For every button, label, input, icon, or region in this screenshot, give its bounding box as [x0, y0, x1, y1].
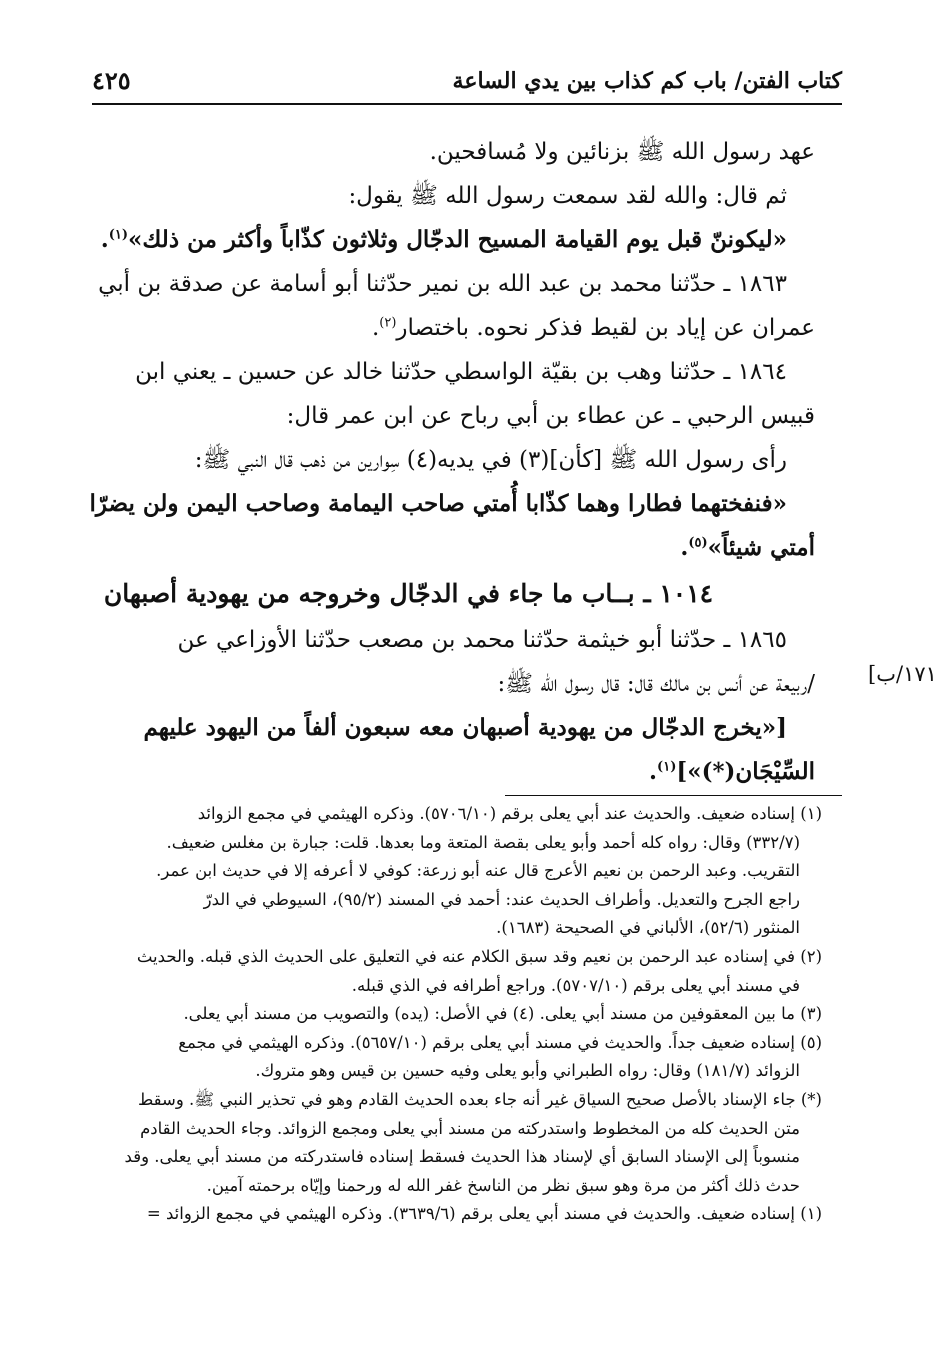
text-line: ثم قال: والله لقد سمعت رسول الله ﷺ يقول: [348, 183, 787, 209]
footnote-line: حدث ذلك أكثر من مرة وهو سبق نظر من الناسخ غفر الله له ورحمنا وإيّاه برحمته آمين. [206, 1175, 800, 1195]
hadith-text-line: أمتي شيئاً»$^{(٥)}$. [680, 534, 815, 561]
footnote-line: راجع الجرح والتعديل. وأطراف الحديث عند: أحمد في المسند (٩٥/٢)، السيوطي في الدرّ [203, 889, 800, 909]
text-line: عمران عن إياد بن لقيط فذكر نحوه. باختصار$^{(٢)}$. [371, 315, 815, 341]
hadith-text-line: السِّيْجَان(*)»]$^{(١)}$. [649, 758, 815, 785]
footnote-reference: (١) [657, 759, 677, 775]
footnote-reference: (٥) [688, 535, 708, 551]
footnote-line: (٢) في إسناده عبد الرحمن بن نعيم وقد سبق الكلام عنه في التعليق على الحديث الذي قبله. والحديث [136, 946, 822, 966]
footnote-reference: (٢) [379, 315, 397, 331]
footnotes [92, 800, 822, 1229]
text-line: /ربيعة عن أنس بن مالك قال: قال رسول الله ﷺ: [497, 671, 815, 697]
footnote-line: الزوائد (١٨١/٧) وقال: رواه الطبراني وأبو يعلى وفيه حسين بن قيس وهو متروك. [255, 1061, 800, 1081]
text-line: عهد رسول الله ﷺ بزنائين ولا مُسافحين. [429, 139, 815, 165]
footnote-line: التقريب. وعبد الرحمن بن نعيم الأعرج قال عنه أبو زرعة: كوفي لا أعرفه إلا في حديث ابن عمر. [156, 861, 800, 881]
hadith-isnad-line: ١٨٦٥ ـ حدّثنا أبو خيثمة حدّثنا محمد بن مصعب حدّثنا الأوزاعي عن [177, 627, 787, 653]
hadith-isnad-line: ١٨٦٣ ـ حدّثنا محمد بن عبد الله بن نمير حدّثنا أبو أسامة عن صدقة بن أبي [98, 271, 787, 297]
footnote-line: (٣) ما بين المعقوفين من مسند أبي يعلى. (٤) في الأصل: (يده) والتصويب من مسند أبي يعلى. [183, 1004, 822, 1024]
running-title: كتاب الفتن/ باب كم كذاب بين يدي الساعة [452, 68, 842, 94]
footnote-line: (*) جاء الإسناد بالأصل صحيح السياق غير أنه جاء بعده الحديث القادم وهو في تحذير النبي ﷺ. وسقط [138, 1089, 822, 1109]
footnote-line: (٥) إسناده ضعيف جداً. والحديث في مسند أبي يعلى برقم (٥٦٥٧/١٠). وذكره الهيثمي في مجمع [178, 1032, 822, 1052]
hadith-text-line: «ليكوننّ قبل يوم القيامة المسيح الدجّال وثلاثون كذّاباً وأكثر من ذلك»$^{(١)}$. [100, 226, 787, 253]
footnote-line: متن الحديث كله من المخطوط واستدركته من مسند أبي يعلى ومجمع الزوائد. وجاء الحديث القادم [140, 1118, 800, 1138]
header-divider [92, 103, 842, 105]
footnote-line: (١) إسناده ضعيف. والحديث عند أبي يعلى برقم (٥٧٠٦/١٠). وذكره الهيثمي في مجمع الزوائد [197, 804, 822, 823]
page-header [92, 62, 842, 102]
page-number: ٤٢٥ [92, 66, 131, 95]
text-line: قبيس الرحبي ـ عن عطاء بن أبي رباح عن ابن عمر قال: [286, 403, 815, 429]
footnote-line: في مسند أبي يعلى برقم (٥٧٠٧/١٠). وراجع أطرافه في الذي قبله. [351, 975, 800, 995]
hadith-text-line: [«يخرج الدجّال من يهودية أصبهان معه سبعون ألفاً من اليهود عليهم [143, 714, 787, 741]
footnote-line: منسوباً إلى الإسناد السابق أي لإسناد هذا الحديث فسقط إسناده فاستدركته من مسند أبي يعلى. وقد [124, 1147, 800, 1167]
manuscript-folio-marker: [١٧١/ب [868, 662, 937, 686]
text-line: رأى رسول الله ﷺ [كأن](٣) في يديه(٤) سِوارين من ذهب قال النبي ﷺ: [194, 447, 787, 473]
footnote-divider [505, 795, 842, 796]
main-text [89, 130, 815, 794]
footnote-line: (١) إسناده ضعيف. والحديث في مسند أبي يعلى برقم (٣٦٣٩/٦). وذكره الهيثمي في مجمع الزوائد = [146, 1204, 822, 1224]
hadith-text-line: «فنفختهما فطارا وهما كذّابا أُمتي صاحب اليمامة وصاحب اليمن ولن يضرّا [89, 490, 787, 517]
footnote-line: المنثور (٥٢/٦)، الألباني في الصحيحة (١٦٨٣). [496, 918, 800, 938]
footnote-line: (٣٣٢/٧) وقال: رواه كله أحمد وأبو يعلى بقصة المتعة وما بعدها. قلت: جبارة بن مغلس ضعيف. [166, 832, 800, 852]
footnote-reference: (١) [108, 227, 129, 243]
chapter-heading: ١٠١٤ ـ بــاب ما جاء في الدجّال وخروجه من يهودية أصبهان [103, 579, 714, 608]
hadith-isnad-line: ١٨٦٤ ـ حدّثنا وهب بن بقيّة الواسطي حدّثنا خالد عن حسين ـ يعني ابن [135, 359, 787, 385]
